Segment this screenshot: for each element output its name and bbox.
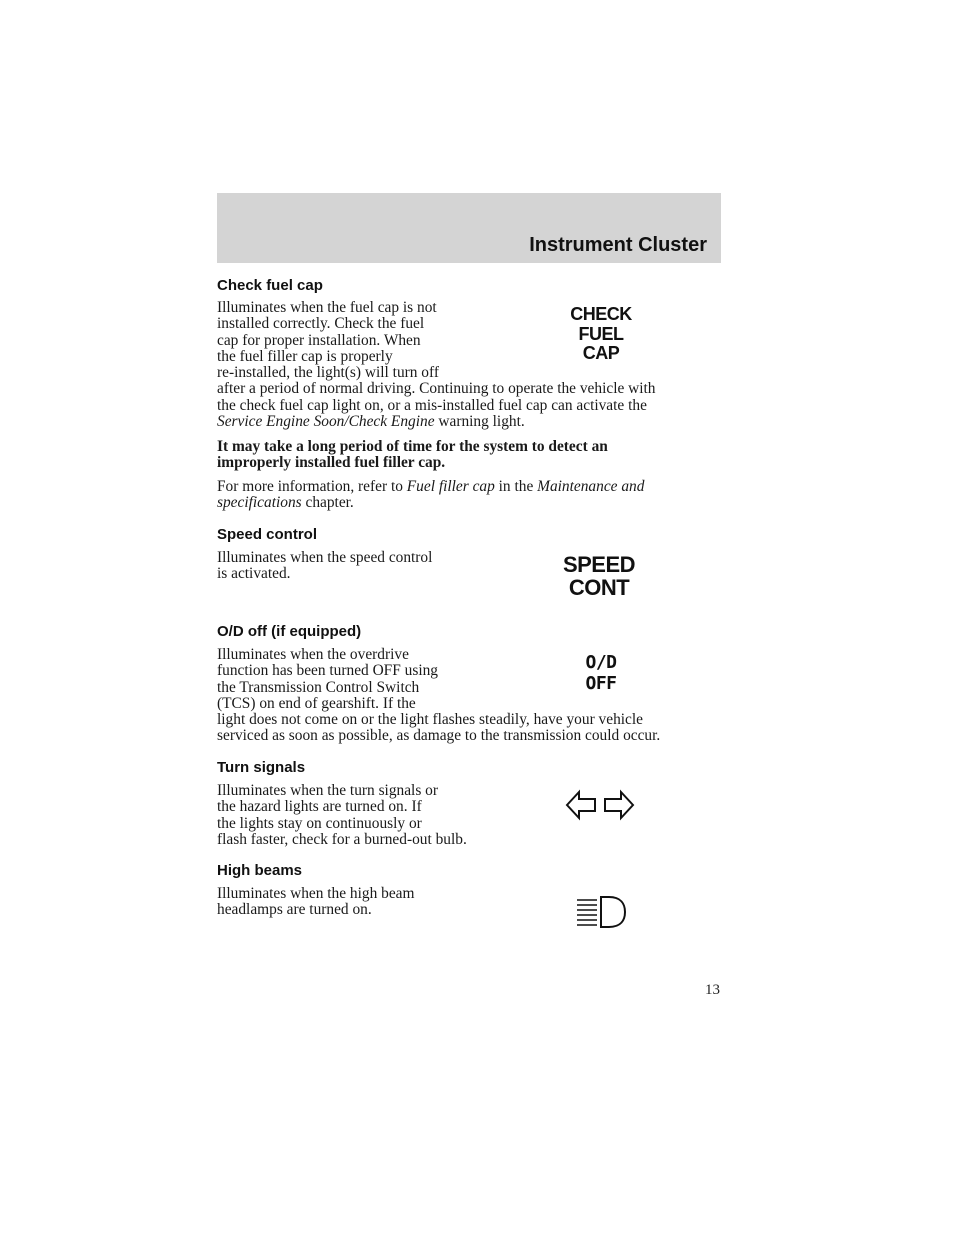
text-line: improperly installed fuel filler cap. <box>217 454 446 472</box>
text-line: the hazard lights are turned on. If <box>217 798 422 816</box>
text-line: Illuminates when the high beam <box>217 885 415 902</box>
text-line: flash faster, check for a burned-out bulb. <box>217 830 467 848</box>
indicator-line: O/D <box>585 652 617 673</box>
text-line: (TCS) on end of gearshift. If the <box>217 694 416 712</box>
indicator-line: CONT <box>568 575 630 600</box>
speed-control-text <box>217 550 432 583</box>
right-arrow-icon <box>605 792 633 818</box>
high-beam-icon <box>575 895 629 929</box>
page-title: Instrument Cluster <box>529 234 707 256</box>
text-line: light does not come on or the light flashes steadily, have your vehicle <box>217 711 643 729</box>
section-heading-speed-control: Speed control <box>217 526 318 543</box>
indicator-line: CHECK <box>570 304 632 324</box>
italic-ref: specifications <box>217 494 302 512</box>
text-line: installed correctly. Check the fuel <box>217 315 425 333</box>
text-line: after a period of normal driving. Continuing to operate the vehicle with <box>217 380 656 398</box>
text-span: chapter. <box>301 494 354 512</box>
speed-control-indicator <box>554 553 644 599</box>
check-fuel-cap-indicator <box>560 305 642 364</box>
turn-signals-text <box>217 783 467 848</box>
italic-ref: Service Engine Soon/Check Engine <box>217 413 435 431</box>
text-line: It may take a long period of time for the system to detect an <box>217 438 608 455</box>
indicator-line: OFF <box>585 673 617 694</box>
text-line: Illuminates when the overdrive <box>217 646 409 663</box>
italic-ref: Maintenance and <box>537 478 645 495</box>
section-heading-turn-signals: Turn signals <box>217 759 306 776</box>
section-heading-high-beams: High beams <box>217 862 303 879</box>
text-line: cap for proper installation. When <box>217 331 421 349</box>
section-heading-fuel-cap: Check fuel cap <box>217 277 323 294</box>
text-span: For more information, refer to <box>217 478 407 495</box>
text-line: the check fuel cap light on, or a mis-installed fuel cap can activate the <box>217 396 647 414</box>
text-line: Illuminates when the fuel cap is not <box>217 299 437 316</box>
indicator-line: CAP <box>582 343 620 363</box>
text-line: the lights stay on continuously or <box>217 814 422 832</box>
turn-signal-arrows-icon <box>565 789 637 821</box>
left-arrow-icon <box>567 792 595 818</box>
text-line <box>217 414 656 430</box>
text-line: is activated. <box>217 565 291 583</box>
indicator-line: SPEED <box>562 552 636 577</box>
text-line <box>217 479 644 495</box>
text-line: Illuminates when the turn signals or <box>217 782 438 799</box>
od-off-indicator <box>566 652 636 694</box>
section-heading-od-off: O/D off (if equipped) <box>217 623 362 640</box>
text-line: Illuminates when the speed control <box>217 549 433 566</box>
text-span: in the <box>494 478 538 495</box>
high-beams-text <box>217 886 414 919</box>
text-line: headlamps are turned on. <box>217 901 372 919</box>
text-line: the fuel filler cap is properly <box>217 347 393 365</box>
text-line: serviced as soon as possible, as damage to the transmission could occur. <box>217 727 661 745</box>
text-line: function has been turned OFF using <box>217 662 438 680</box>
fuel-cap-reference <box>217 479 644 512</box>
text-line: the Transmission Control Switch <box>217 678 420 696</box>
text-line <box>217 495 644 511</box>
text-line: re-installed, the light(s) will turn off <box>217 364 439 382</box>
page-number: 13 <box>705 982 720 998</box>
header-band <box>217 193 721 263</box>
text-span: warning light. <box>434 413 525 431</box>
italic-ref: Fuel filler cap <box>406 478 495 495</box>
fuel-cap-bold-note <box>217 439 608 472</box>
indicator-line: FUEL <box>578 323 624 344</box>
